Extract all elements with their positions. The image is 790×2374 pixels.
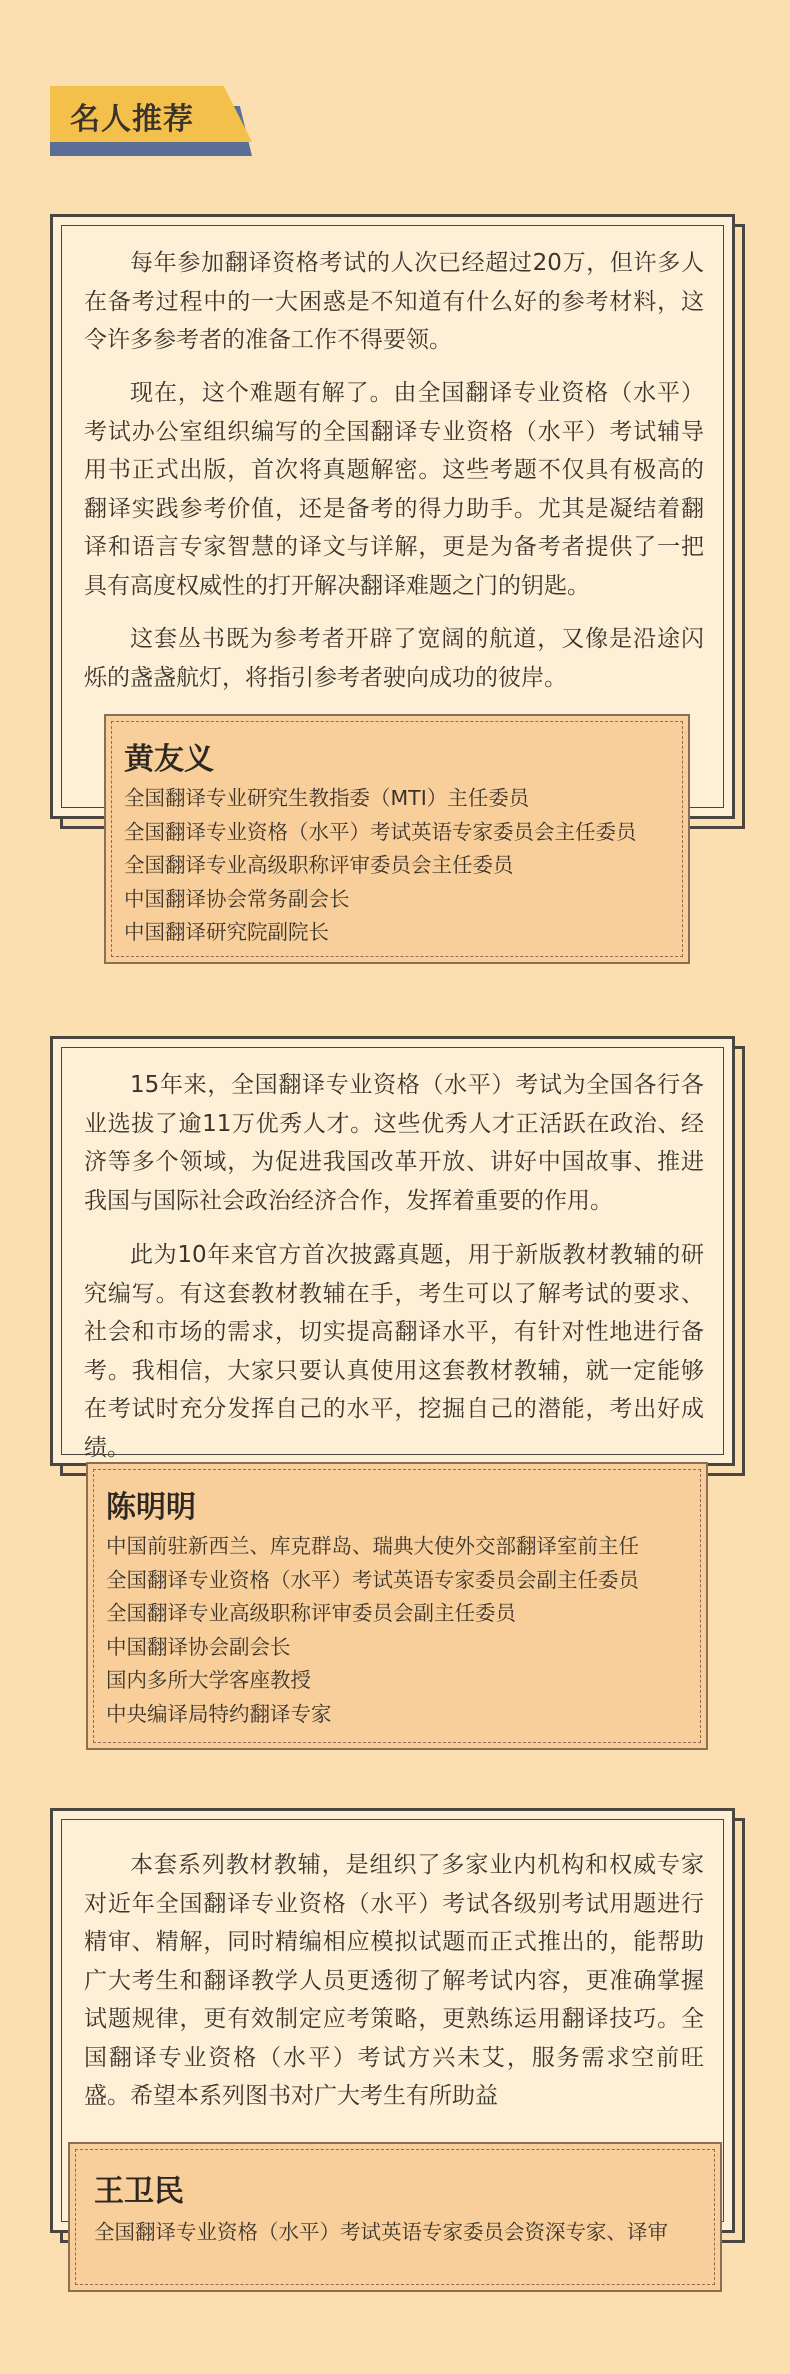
title-line: 中国翻译研究院副院长 bbox=[124, 920, 329, 944]
signature-box-3 bbox=[68, 2142, 722, 2292]
signature-box-2 bbox=[86, 1462, 708, 1750]
card-1-paragraph-2: 现在，这个难题有解了。由全国翻译专业资格（水平）考试办公室组织编写的全国翻译专业资格（水平）考试辅导用书正式出版，首次将真题解密。这些考题不仅具有极高的翻译实践参考价值，还是备考的得力助手。尤其是凝结着翻译和语言专家智慧的译文与详解，更是为备考者提供了一把具有高度权威性的打开解决翻译难题之门的钥匙。 bbox=[84, 380, 704, 599]
title-line: 中国翻译协会副会长 bbox=[106, 1634, 291, 1659]
title-line: 全国翻译专业高级职称评审委员会副主任委员 bbox=[106, 1601, 516, 1625]
title-line: 中央编译局特约翻译专家 bbox=[106, 1701, 332, 1726]
recommender-name: 黄友义 bbox=[124, 742, 214, 777]
card-2-paragraph-1: 15年来，全国翻译专业资格（水平）考试为全国各行各业选拔了逾11万优秀人才。这些优秀人才正活跃在政治、经济等多个领域，为促进我国改革开放、讲好中国故事、推进我国与国际社会政治经济合作，发挥着重要的作用。 bbox=[84, 1072, 704, 1214]
title-line: 国内多所大学客座教授 bbox=[106, 1668, 311, 1692]
section-title: 名人推荐 bbox=[70, 102, 194, 137]
recommender-titles bbox=[106, 1530, 639, 1731]
title-line: 全国翻译专业资格（水平）考试英语专家委员会主任委员 bbox=[124, 819, 637, 844]
recommender-titles bbox=[124, 782, 637, 950]
recommender-name: 陈明明 bbox=[106, 1490, 196, 1525]
section-header bbox=[50, 86, 252, 156]
title-line: 全国翻译专业资格（水平）考试英语专家委员会副主任委员 bbox=[106, 1567, 639, 1592]
title-line: 中国前驻新西兰、库克群岛、瑞典大使外交部翻译室前主任 bbox=[106, 1534, 639, 1558]
card-1-paragraph-3: 这套丛书既为参考者开辟了宽阔的航道，又像是沿途闪烁的盏盏航灯，将指引参考者驶向成功的彼岸。 bbox=[84, 626, 704, 691]
card-2-paragraph-2: 此为10年来官方首次披露真题，用于新版教材教辅的研究编写。有这套教材教辅在手，考生可以了解考试的要求、社会和市场的需求，切实提高翻译水平，有针对性地进行备考。我相信，大家只要认真使用这套教材教辅，就一定能够在考试时充分发挥自己的水平，挖掘自己的潜能，考出好成绩。 bbox=[84, 1242, 704, 1461]
recommender-titles bbox=[94, 2216, 668, 2250]
title-line: 全国翻译专业高级职称评审委员会主任委员 bbox=[124, 853, 514, 877]
title-line: 全国翻译专业研究生教指委（MTI）主任委员 bbox=[124, 786, 530, 810]
title-line: 中国翻译协会常务副会长 bbox=[124, 886, 350, 911]
card-1-paragraph-1: 每年参加翻译资格考试的人次已经超过20万，但许多人在备考过程中的一大困惑是不知道有什么好的参考材料，这令许多参考者的准备工作不得要领。 bbox=[84, 250, 704, 353]
recommendation-card-2 bbox=[50, 1036, 735, 1466]
title-line: 全国翻译专业资格（水平）考试英语专家委员会资深专家、译审 bbox=[94, 2220, 668, 2244]
recommender-name: 王卫民 bbox=[94, 2174, 184, 2209]
signature-box-1 bbox=[104, 714, 690, 964]
card-3-paragraph-1: 本套系列教材教辅，是组织了多家业内机构和权威专家对近年全国翻译专业资格（水平）考试各级别考试用题进行精审、精解，同时精编相应模拟试题而正式推出的，能帮助广大考生和翻译教学人员更透彻了解考试内容，更准确掌握试题规律，更有效制定应考策略，更熟练运用翻译技巧。全国翻译专业资格（水平）考试方兴未艾，服务需求空前旺盛。希望本系列图书对广大考生有所助益 bbox=[84, 1852, 704, 2109]
